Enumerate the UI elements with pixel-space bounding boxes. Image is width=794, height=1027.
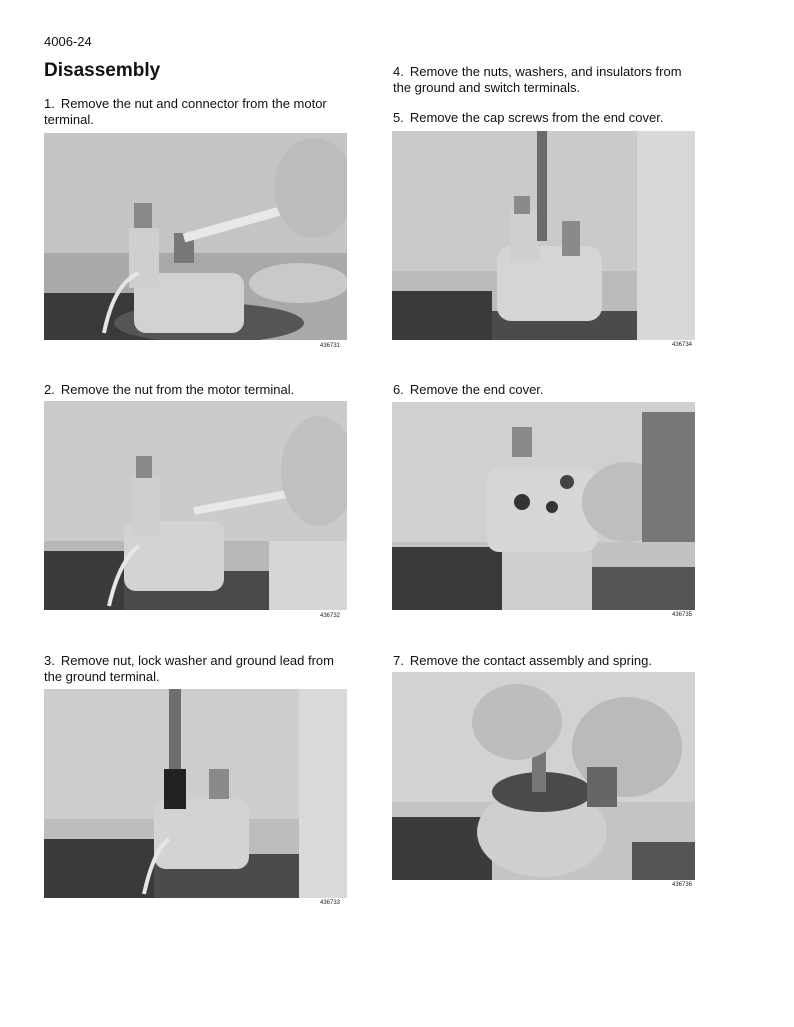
step-text: Remove the end cover. xyxy=(409,382,544,397)
step-number: 1. xyxy=(44,96,55,111)
step-4 xyxy=(393,64,703,96)
photo-step-7 xyxy=(392,672,695,880)
photo-step-6 xyxy=(392,402,695,610)
step-text: Remove the nut from the motor terminal. xyxy=(60,382,295,397)
step-text: Remove the nut and connector from the motor terminal. xyxy=(44,96,327,127)
step-text: Remove the cap screws from the end cover. xyxy=(409,110,664,125)
step-2 xyxy=(44,382,354,398)
figure-number: 436735 xyxy=(672,612,693,618)
step-number: 4. xyxy=(393,64,404,79)
step-3 xyxy=(44,653,354,685)
section-heading: Disassembly xyxy=(44,60,161,81)
photo-step-5 xyxy=(392,131,695,340)
photo-step-2 xyxy=(44,401,347,610)
figure-number: 436732 xyxy=(320,613,341,619)
step-number: 3. xyxy=(44,653,55,668)
figure-number: 436736 xyxy=(672,882,693,888)
step-text: Remove nut, lock washer and ground lead from the ground terminal. xyxy=(44,653,334,684)
step-text: Remove the contact assembly and spring. xyxy=(409,653,652,668)
step-number: 7. xyxy=(393,653,404,668)
step-number: 6. xyxy=(393,382,404,397)
photo-step-3 xyxy=(44,689,347,898)
figure-number: 436731 xyxy=(320,343,341,349)
step-1 xyxy=(44,96,354,128)
step-6 xyxy=(393,382,703,398)
step-number: 5. xyxy=(393,110,404,125)
step-text: Remove the nuts, washers, and insulators from the ground and switch terminals. xyxy=(393,64,682,95)
step-5 xyxy=(393,110,703,126)
figure-number: 436733 xyxy=(320,900,341,906)
page-number: 4006-24 xyxy=(44,34,92,49)
photo-step-1 xyxy=(44,133,347,340)
figure-number: 436734 xyxy=(672,342,693,348)
step-number: 2. xyxy=(44,382,55,397)
step-7 xyxy=(393,653,703,669)
